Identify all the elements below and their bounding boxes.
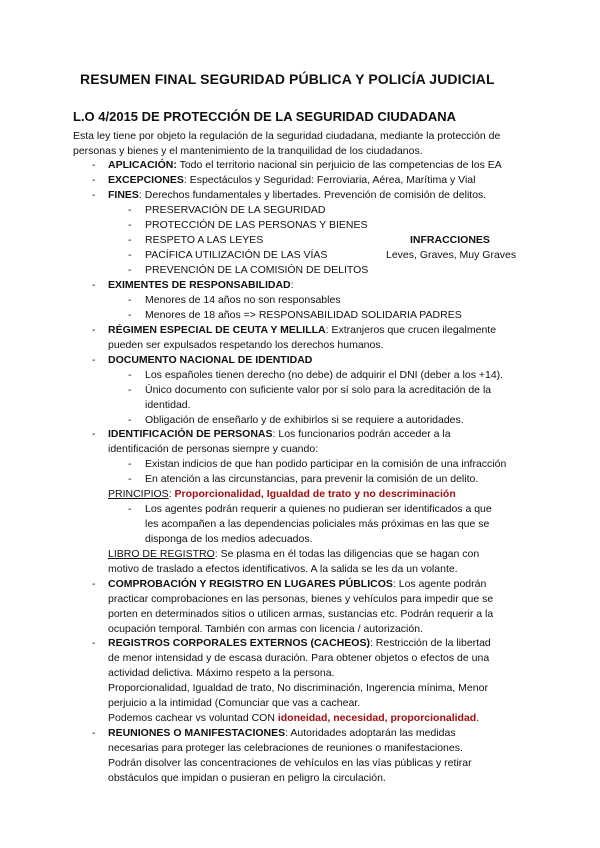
bullet-dash: - (92, 159, 96, 171)
principios-line (108, 488, 456, 501)
eximentes-label: EXIMENTES DE RESPONSABILIDAD (108, 279, 291, 291)
eximentes-sub-item: Menores de 14 años no son responsables (145, 294, 341, 306)
intro-line-1: Esta ley tiene por objeto la regulación de la seguridad ciudadana, mediante la protección de (73, 130, 501, 142)
bullet-dash: - (92, 279, 96, 291)
comprobacion-text: : Los agente podrán (392, 578, 487, 590)
agentes-line: Los agentes podrán requerir a quienes no pudieran ser identificados a que (145, 503, 492, 515)
bullet-dash: - (92, 727, 96, 739)
fines-label: FINES (108, 189, 139, 201)
bullet-dash: - (92, 637, 96, 649)
fines-text: : Derechos fundamentales y libertades. Prevención de comisión de delitos. (138, 189, 487, 201)
bullet-dash: - (128, 294, 132, 306)
reuniones-item (108, 727, 456, 740)
registros-line: de menor intensidad y de escasa duración. Para obtener objetos o efectos de una (108, 652, 490, 664)
fines-sub-item: PACÍFICA UTILIZACIÓN DE LAS VÍAS (145, 249, 328, 261)
dni-label: DOCUMENTO NACIONAL DE IDENTIDAD (108, 354, 313, 366)
reuniones-text: : Autoridades adoptarán las medidas (285, 727, 456, 739)
infracciones-label: INFRACCIONES (410, 234, 490, 246)
aplicacion-text: Todo el territorio nacional sin perjuicio de las competencias de los EA (176, 159, 502, 171)
principios-sep: : (168, 488, 175, 500)
excepciones-label: EXCEPCIONES (108, 174, 184, 186)
fines-sub-item: PROTECCIÓN DE LAS PERSONAS Y BIENES (145, 219, 368, 231)
registros-line: actividad delictiva. Máximo respeto a la persona. (108, 667, 335, 679)
fines-sub-item: PRESERVACIÓN DE LA SEGURIDAD (145, 204, 326, 216)
podemos-end: . (476, 712, 480, 724)
dni-sub-item: Único documento con suficiente valor por sí solo para la acreditación de la (145, 384, 492, 396)
bullet-dash: - (92, 324, 96, 336)
bullet-dash: - (128, 384, 132, 396)
identificacion-cont: identificación de personas siempre y cuando: (108, 443, 319, 455)
podemos-line (108, 712, 479, 725)
intro-line-2: personas y bienes y el mantenimiento de la tranquilidad de los ciudadanos. (73, 145, 423, 157)
bullet-dash: - (128, 309, 132, 321)
registros-line: perjuicio a la intimidad (Comunciar que vas a cachear. (108, 697, 361, 709)
bullet-dash: - (128, 503, 132, 515)
bullet-dash: - (128, 458, 132, 470)
dni-sub-item: Obligación de enseñarlo y de exhibirlos si se requiere a autoridades. (145, 414, 464, 426)
libro-line (108, 548, 479, 561)
bullet-dash: - (128, 369, 132, 381)
bullet-dash: - (128, 234, 132, 246)
reuniones-line: necesarias para proteger las celebraciones de reuniones o manifestaciones. (108, 742, 463, 754)
podemos-red: idoneidad, necesidad, proporcionalidad (277, 712, 477, 724)
regimen-cont: pueden ser expulsados respetando los derechos humanos. (108, 339, 384, 351)
dni-sub-item: Los españoles tienen derecho (no debe) de adquirir el DNI (deber a los +14). (145, 369, 504, 381)
bullet-dash: - (92, 354, 96, 366)
libro-label: LIBRO DE REGISTRO (108, 548, 215, 560)
comprobacion-label: COMPROBACIÓN Y REGISTRO EN LUGARES PÚBLICOS (108, 578, 393, 590)
agentes-line: disponga de los medios adecuados. (145, 533, 313, 545)
reuniones-line: obstáculos que impidan o pusieran en peligro la circulación. (108, 772, 386, 784)
eximentes-item (108, 279, 294, 292)
identificacion-label: IDENTIFICACIÓN DE PERSONAS (108, 428, 273, 440)
principios-text: Proporcionalidad, Igualdad de trato y no descriminación (174, 488, 456, 500)
fines-sub-item: RESPETO A LAS LEYES (145, 234, 264, 246)
libro-cont: motivo de traslado a efectos identificativos. A la salida se les da un volante. (108, 563, 458, 575)
registros-label: REGISTROS CORPORALES EXTERNOS (CACHEOS) (108, 637, 370, 649)
bullet-dash: - (128, 204, 132, 216)
aplicacion-label: APLICACIÓN: (108, 159, 177, 171)
comprobacion-line: porten en determinados sitios o utilicen armas, sustancias etc. Podrán requerir a la (108, 608, 494, 620)
fines-item (108, 189, 486, 202)
registros-text: : Restricción de la libertad (369, 637, 491, 649)
bullet-dash: - (92, 189, 96, 201)
regimen-label: RÉGIMEN ESPECIAL DE CEUTA Y MELILLA (108, 324, 326, 336)
bullet-dash: - (128, 264, 132, 276)
eximentes-text: : (290, 279, 294, 291)
infracciones-text: Leves, Graves, Muy Graves (386, 249, 517, 261)
bullet-dash: - (128, 473, 132, 485)
libro-text: : Se plasma en él todas las diligencias que se hagan con (214, 548, 480, 560)
eximentes-sub-item: Menores de 18 años => RESPONSABILIDAD SOLIDARIA PADRES (145, 309, 462, 321)
registros-item (108, 637, 491, 650)
identificacion-sub-item: Existan indicios de que han podido participar en la comisión de una infracción (145, 458, 507, 470)
identificacion-item (108, 428, 451, 441)
excepciones-text: : Espectáculos y Seguridad: Ferroviaria, Aérea, Marítima y Vial (183, 174, 476, 186)
identificacion-sub-item: En atención a las circunstancias, para prevenir la comisión de un delito. (145, 473, 479, 485)
fines-sub-item: PREVENCIÓN DE LA COMISIÓN DE DELITOS (145, 264, 369, 276)
bullet-dash: - (92, 578, 96, 590)
bullet-dash: - (128, 414, 132, 426)
bullet-dash: - (92, 428, 96, 440)
identificacion-text: : Los funcionarios podrán acceder a la (272, 428, 451, 440)
regimen-item (108, 324, 496, 337)
comprobacion-line: ocupación temporal. También con armas con licencia / autorización. (108, 623, 423, 635)
podemos-text: Podemos cachear vs voluntad CON (108, 712, 278, 724)
comprobacion-line: practicar comprobaciones en las personas, bienes y vehículos para impedir que se (108, 593, 494, 605)
aplicacion-item (108, 159, 502, 172)
law-heading: L.O 4/2015 DE PROTECCIÓN DE LA SEGURIDAD CIUDADANA (73, 109, 457, 124)
bullet-dash: - (128, 249, 132, 261)
bullet-dash: - (128, 219, 132, 231)
dni-sub-item-cont: identidad. (145, 399, 191, 411)
reuniones-label: REUNIONES O MANIFESTACIONES (108, 727, 286, 739)
reuniones-line: Podrán disolver las concentraciones de vehículos en las vías públicas y retirar (108, 757, 472, 769)
excepciones-item (108, 174, 475, 187)
agentes-line: les acompañen a las dependencias policiales más próximas en las que se (145, 518, 490, 530)
document-title: RESUMEN FINAL SEGURIDAD PÚBLICA Y POLICÍA JUDICIAL (80, 71, 495, 87)
comprobacion-item (108, 578, 486, 591)
principios-label: PRINCIPIOS (108, 488, 169, 500)
registros-line: Proporcionalidad, Igualdad de trato, No discriminación, Ingerencia mínima, Menor (108, 682, 488, 694)
bullet-dash: - (92, 174, 96, 186)
regimen-text: : Extranjeros que crucen ilegalmente (325, 324, 497, 336)
